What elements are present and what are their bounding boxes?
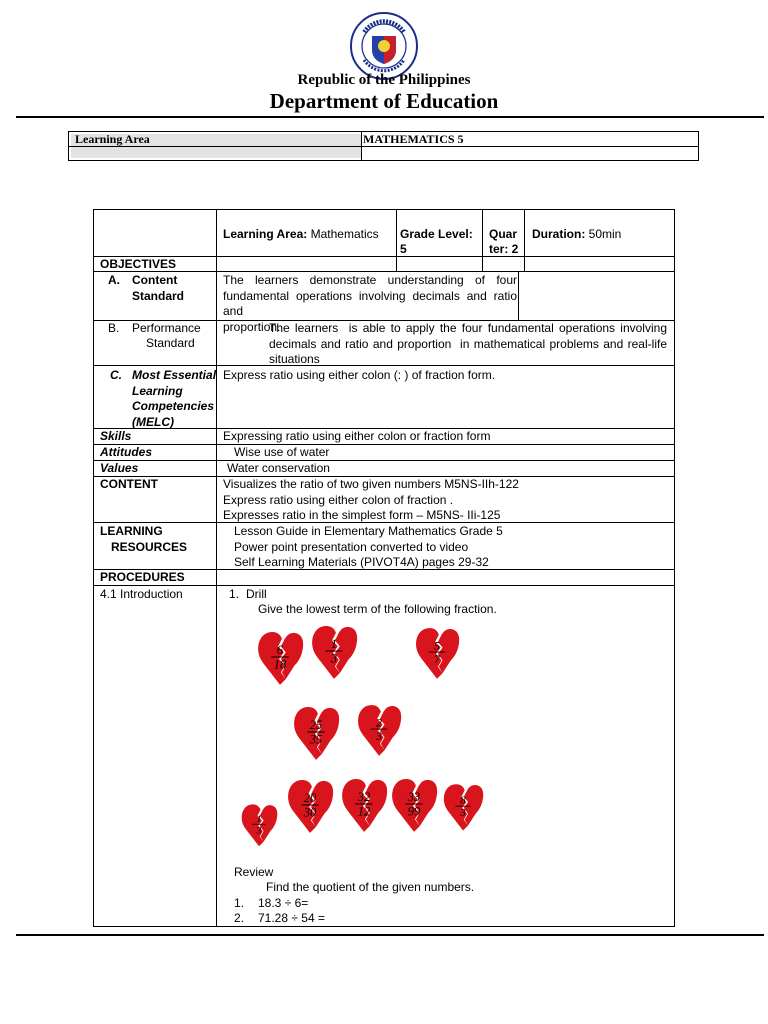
duration-cell <box>532 227 621 243</box>
melc-line: (MELC) <box>132 414 174 429</box>
text-line: The learners demonstrate understanding of four <box>223 273 517 287</box>
table-divider <box>93 256 675 257</box>
content-standard-label: Standard <box>132 289 185 303</box>
table-border <box>93 209 94 927</box>
heart-denominator: 12 <box>357 804 371 819</box>
content-list <box>223 477 519 524</box>
heart-numerator: 1 <box>330 637 338 652</box>
learning-area-table <box>68 131 699 161</box>
review-item-text: 18.3 ÷ 6= <box>258 896 309 910</box>
performance-letter: B. <box>108 321 120 335</box>
review-item-number: 1. <box>234 896 245 910</box>
quarter-label: Quar <box>489 227 518 241</box>
heart-numerator: 1 <box>256 813 262 825</box>
resource-line: Self Learning Materials (PIVOT4A) pages 29-32 <box>234 555 489 569</box>
table-divider <box>216 209 217 927</box>
table-border <box>93 926 675 927</box>
skills-text: Expressing ratio using either colon or fraction form <box>223 429 491 443</box>
heart-denominator: 3 <box>460 807 466 820</box>
table-divider <box>93 271 675 272</box>
heart-fraction-card <box>390 774 438 836</box>
table-divider <box>524 209 525 271</box>
heart-numerator: 33 <box>407 790 421 805</box>
content-standard-letter: A. <box>108 273 120 287</box>
attitudes-text: Wise use of water <box>234 445 330 459</box>
heart-fraction-card <box>356 700 402 760</box>
table-border <box>93 209 675 210</box>
content-line: Visualizes the ratio of two given numbers M5NS-IIh-122 <box>223 477 519 491</box>
grade-level-value: 5 <box>400 242 407 256</box>
values-label: Values <box>100 461 139 475</box>
grade-level-label: Grade Level: <box>400 227 473 241</box>
content-line: Expresses ratio in the simplest form – M5NS- IIi-125 <box>223 508 501 522</box>
heart-numerator: 2 <box>376 715 382 730</box>
heart-denominator: 7 <box>434 652 440 667</box>
department-title: Department of Education <box>269 89 499 113</box>
table-border <box>674 209 675 927</box>
heart-fraction-card <box>340 774 388 836</box>
heart-fraction-card <box>310 622 358 682</box>
resource-line: Power point presentation converted to video <box>234 539 469 554</box>
content-heading: CONTENT <box>100 477 158 491</box>
objectives-heading: OBJECTIVES <box>100 257 177 271</box>
heart-numerator: 6 <box>276 643 284 658</box>
resources-list <box>234 524 503 571</box>
table-divider <box>482 209 483 271</box>
text-line: proportion. <box>223 319 281 334</box>
drill-instruction: Give the lowest term of the following fraction. <box>258 602 497 616</box>
header-rule <box>16 116 764 118</box>
performance-text <box>269 321 667 368</box>
heart-denominator: 30 <box>303 805 317 820</box>
heart-denominator: 35 <box>309 732 323 747</box>
learning-area-value: MATHEMATICS 5 <box>363 132 464 146</box>
table-divider <box>361 132 362 160</box>
heart-numerator: 8 <box>460 794 466 807</box>
learning-area-value: Mathematics <box>310 227 379 241</box>
melc-text: Express ratio using either colon (: ) of fraction form. <box>223 368 496 382</box>
text-line: The learners is able to apply the four fundamental operations involving <box>269 321 667 335</box>
heart-fraction-card <box>240 800 278 850</box>
heart-denominator: 99 <box>407 804 421 819</box>
heart-fraction-card <box>256 626 304 690</box>
values-text: Water conservation <box>227 461 330 475</box>
table-divider <box>396 209 397 271</box>
melc-line: Competencies <box>132 399 215 413</box>
duration-value: 50min <box>588 227 622 241</box>
heart-denominator: 3 <box>256 825 262 837</box>
performance-label: Standard <box>146 336 195 350</box>
introduction-label: 4.1 Introduction <box>100 587 183 601</box>
heart-numerator: 25 <box>309 718 323 733</box>
heart-fraction-card <box>414 622 460 684</box>
melc-label <box>132 368 216 430</box>
content-line: Express ratio using either colon of fraction . <box>223 492 454 507</box>
drill-number: 1. <box>229 587 240 601</box>
melc-line: Most Essential <box>132 368 217 382</box>
table-divider <box>518 271 519 320</box>
learning-area-label: Learning Area <box>75 132 150 146</box>
melc-line: Learning <box>132 383 183 398</box>
heart-denominator: 3 <box>376 729 382 744</box>
skills-label: Skills <box>100 429 132 443</box>
republic-title: Republic of the Philippines <box>297 72 471 88</box>
heart-denominator: 3 <box>330 651 338 666</box>
review-instruction: Find the quotient of the given numbers. <box>266 880 475 894</box>
duration-label: Duration: <box>532 227 586 241</box>
heart-fraction-card <box>292 700 340 766</box>
table-divider <box>93 460 675 461</box>
heart-numerator: 20 <box>303 791 317 806</box>
quarter-value: ter: 2 <box>489 242 519 256</box>
resources-heading: LEARNING <box>100 524 163 538</box>
deped-seal-logo <box>350 12 418 80</box>
learning-area-cell <box>223 227 379 243</box>
procedures-heading: PROCEDURES <box>100 570 185 584</box>
attitudes-label: Attitudes <box>100 445 152 459</box>
heart-fraction-card <box>286 776 334 836</box>
text-line: decimals and ratio and proportion in mathematical problems and real-life <box>269 336 667 351</box>
text-line: fundamental operations involving decimals and ratio and <box>223 288 517 318</box>
resource-line: Lesson Guide in Elementary Mathematics Grade 5 <box>234 524 503 538</box>
review-item-text: 71.28 ÷ 54 = <box>258 911 325 925</box>
resources-heading: RESOURCES <box>111 540 188 554</box>
footer-rule <box>16 934 764 936</box>
heart-denominator: 18 <box>273 657 287 672</box>
heart-numerator: 32 <box>357 790 371 805</box>
performance-label: Performance <box>132 321 201 335</box>
heart-numerator: 5 <box>434 638 440 653</box>
learning-area-label: Learning Area: <box>223 227 308 241</box>
text-line: situations <box>269 352 320 366</box>
heart-fraction-card <box>442 780 484 834</box>
review-label: Review <box>234 865 274 879</box>
melc-letter: C. <box>110 368 122 382</box>
drill-label: Drill <box>246 587 267 601</box>
review-item-number: 2. <box>234 911 245 925</box>
content-standard-label: Content <box>132 273 178 287</box>
